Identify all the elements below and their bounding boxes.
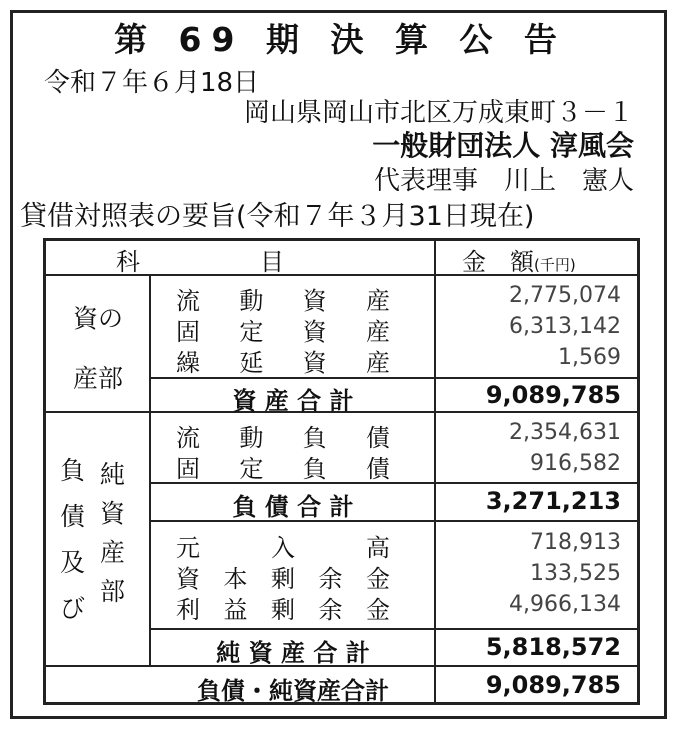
- label-char: 繰: [176, 349, 200, 377]
- label-char: 剰: [271, 565, 295, 593]
- label-char: 産: [365, 349, 390, 377]
- grand-total-label: 負債・純資産合計: [197, 677, 389, 705]
- section-label-line: 資の: [72, 304, 123, 333]
- amount-fixed-assets: 6,313,142: [509, 314, 621, 339]
- item-fixed-liabilities: [176, 449, 390, 484]
- label-char: 利: [176, 596, 200, 624]
- label-char: 金: [366, 565, 390, 593]
- amount-current-liabilities: 2,354,631: [509, 420, 621, 445]
- liabilities-section-label: [52, 453, 148, 669]
- grand-total-amount: 9,089,785: [485, 671, 621, 699]
- label-char: 資: [302, 318, 327, 346]
- amount-capital-surplus: 133,525: [530, 561, 621, 586]
- item-current-liabilities: [176, 418, 390, 453]
- label-char: 余: [318, 565, 343, 593]
- section-label-char: び: [60, 594, 86, 623]
- label-char: 定: [239, 318, 264, 346]
- label-char: 金: [366, 596, 390, 624]
- section-label-char: 産: [100, 538, 126, 567]
- column-header-subject: 科 目: [116, 248, 284, 276]
- section-label-char: 及: [60, 548, 86, 577]
- amount-capital: 718,913: [530, 530, 621, 555]
- item-capital: [176, 528, 390, 563]
- label-char: 流: [176, 424, 200, 452]
- label-char: 定: [239, 455, 264, 483]
- label-char: 本: [223, 565, 248, 593]
- label-char: 資: [302, 287, 327, 315]
- label-char: 動: [239, 424, 264, 452]
- amount-deferred-assets: 1,569: [558, 345, 621, 370]
- label-char: 益: [223, 596, 248, 624]
- label-char: 固: [176, 455, 200, 483]
- label-char: 産: [365, 287, 390, 315]
- balance-sheet-table: [43, 238, 640, 705]
- label-char: 資: [176, 565, 200, 593]
- label-char: 元: [176, 534, 200, 562]
- label-char: 負: [302, 455, 327, 483]
- label-char: 動: [239, 287, 264, 315]
- organization-name: 一般財団法人 淳風会: [372, 129, 634, 162]
- section-label-char: 部: [100, 577, 126, 606]
- amount-fixed-liabilities: 916,582: [530, 451, 621, 476]
- assets-section-label: [56, 289, 140, 409]
- label-char: 負: [302, 424, 327, 452]
- unit-label: (千円): [534, 256, 576, 274]
- notice-date: 令和７年６月18日: [44, 68, 260, 98]
- label-char: 延: [239, 349, 264, 377]
- label-char: 産: [365, 318, 390, 346]
- item-capital-surplus: [176, 559, 390, 594]
- label-char: 余: [318, 596, 343, 624]
- section-label-char: 純: [100, 460, 126, 489]
- representative-name: 代表理事 川上 憲人: [373, 166, 634, 196]
- section-label-line: 産部: [72, 364, 123, 393]
- section-label-vertical-text: [52, 453, 148, 663]
- item-fixed-assets: [176, 312, 390, 347]
- total-liabilities-label: 負 債 合 計: [232, 493, 354, 521]
- amount-label: 金 額: [462, 248, 534, 276]
- item-current-assets: [176, 281, 390, 316]
- item-retained-earnings: [176, 590, 390, 625]
- amount-current-assets: 2,775,074: [509, 283, 621, 308]
- total-assets-label: 資 産 合 計: [232, 387, 354, 415]
- company-address: 岡山県岡山市北区万成東町３－１: [243, 98, 634, 128]
- label-char: 資: [302, 349, 327, 377]
- label-char: 入: [271, 534, 295, 562]
- item-deferred-assets: [176, 343, 390, 378]
- total-assets-amount: 9,089,785: [485, 381, 621, 409]
- label-char: 高: [366, 534, 390, 562]
- label-char: 債: [365, 424, 390, 452]
- column-header-amount: [462, 242, 576, 277]
- label-char: 債: [365, 455, 390, 483]
- amount-retained-earnings: 4,966,134: [509, 592, 621, 617]
- label-char: 剰: [271, 596, 295, 624]
- label-char: 固: [176, 318, 200, 346]
- total-net-assets-amount: 5,818,572: [485, 633, 621, 661]
- section-label-char: 債: [60, 502, 86, 531]
- notice-title: 第 69 期 決 算 公 告: [114, 20, 567, 59]
- label-char: 流: [176, 287, 200, 315]
- total-net-assets-label: 純 資 産 合 計: [216, 639, 370, 667]
- section-label-char: 負: [60, 456, 86, 485]
- statement-title: 貸借対照表の要旨(令和７年３月31日現在): [20, 201, 535, 232]
- section-label-char: 資: [100, 499, 126, 528]
- total-liabilities-amount: 3,271,213: [485, 487, 621, 515]
